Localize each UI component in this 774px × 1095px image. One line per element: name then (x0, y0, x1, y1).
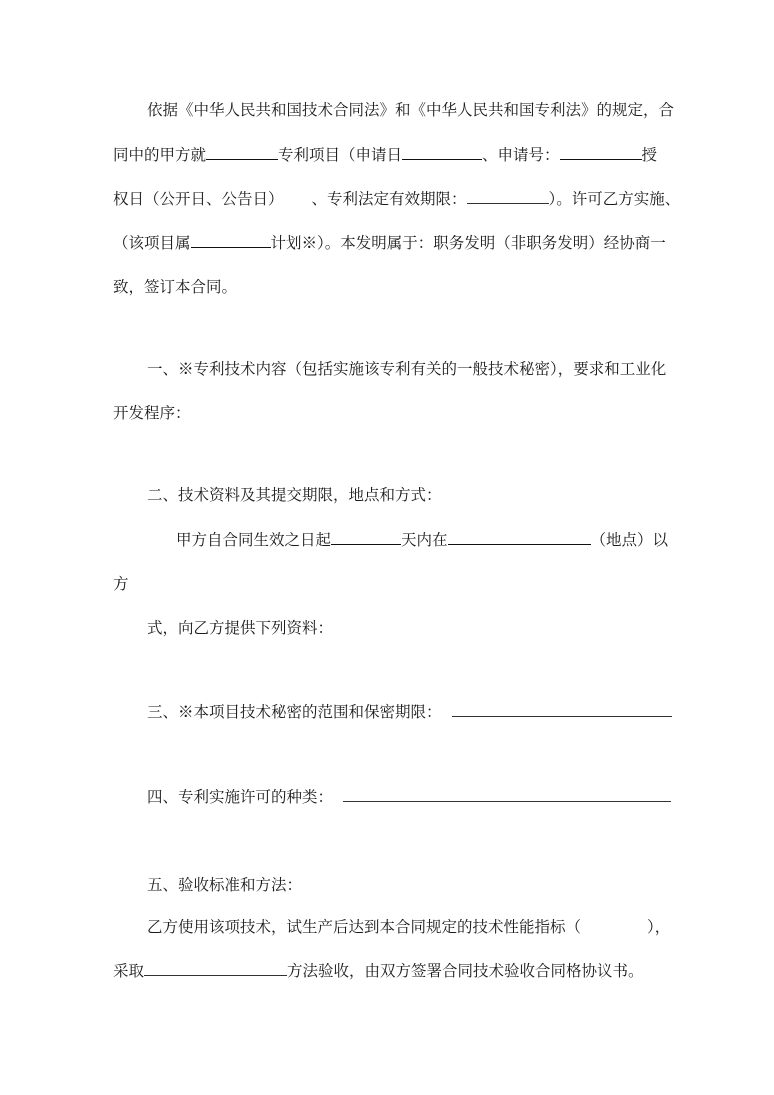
intro-line-5 (113, 277, 237, 297)
secret-scope-blank[interactable] (452, 702, 672, 717)
intro-text: 同中的甲方就 (113, 146, 207, 164)
section-2-text: 甲方自合同生效之日起 (176, 531, 332, 549)
license-type-blank[interactable] (343, 787, 671, 802)
section-5-line-1 (147, 917, 670, 937)
intro-text: 计划※）。本发明属于：职务发明（非职务发明）经协商一 (270, 234, 666, 252)
intro-text: 致，签订本合同。 (113, 278, 238, 296)
intro-line-2 (113, 145, 657, 165)
intro-text: 权日（公开日、公告日） (113, 190, 284, 208)
section-4-text: 四、专利实施许可的种类： (147, 788, 334, 806)
section-5-heading-text: 五、验收标准和方法： (147, 876, 303, 894)
section-1-line-2 (113, 403, 191, 423)
intro-text: 、专利法定有效期限： (311, 190, 467, 208)
section-5-text: 采取 (113, 962, 145, 980)
intro-text: ）。许可乙方实施、 (548, 190, 681, 208)
section-5-line-2 (113, 961, 644, 981)
section-2-text: （地点）以 (590, 531, 669, 549)
intro-line-3 (113, 189, 680, 209)
application-date-blank[interactable] (402, 145, 482, 160)
section-2-line-1 (176, 530, 668, 550)
section-2-line-3 (147, 618, 333, 638)
section-2-heading-text: 二、技术资料及其提交期限，地点和方式： (147, 486, 442, 504)
application-number-blank[interactable] (560, 145, 642, 160)
validity-period-blank[interactable] (467, 189, 549, 204)
section-2-text: 方 (113, 575, 129, 593)
plan-blank[interactable] (191, 233, 271, 248)
section-5-text: 方法验收，由双方签署合同技术验收合同格协议书。 (287, 962, 644, 980)
acceptance-method-blank[interactable] (144, 961, 287, 976)
intro-text: 依据《中华人民共和国技术合同法》和《中华人民共和国专利法》的规定，合 (147, 101, 675, 119)
section-5-heading (147, 875, 302, 895)
intro-line-4 (113, 233, 666, 253)
section-1-text: 开发程序： (113, 404, 191, 422)
section-2-text: 式，向乙方提供下列资料： (147, 619, 334, 637)
section-3-line (147, 702, 672, 722)
section-5-text: ）， (647, 918, 671, 936)
section-1-text: 一、※专利技术内容（包括实施该专利有关的一般技术秘密），要求和工业化 (147, 360, 667, 378)
intro-text: 授 (641, 146, 658, 164)
intro-text: 、申请号： (482, 146, 560, 164)
section-5-text: 乙方使用该项技术，试生产后达到本合同规定的技术性能指标（ (147, 918, 582, 936)
delivery-location-blank[interactable] (448, 530, 591, 545)
intro-text: （该项目属 (113, 234, 191, 252)
patent-project-blank[interactable] (206, 145, 278, 160)
delivery-days-blank[interactable] (331, 530, 401, 545)
section-4-line (147, 787, 671, 807)
intro-line-1 (147, 100, 674, 120)
intro-text: 专利项目（申请日 (278, 146, 403, 164)
section-2-text: 天内在 (401, 531, 448, 549)
section-2-heading (147, 485, 442, 505)
section-1-line-1 (147, 359, 666, 379)
section-3-text: 三、※本项目技术秘密的范围和保密期限： (147, 703, 442, 721)
section-2-line-2 (113, 574, 129, 594)
